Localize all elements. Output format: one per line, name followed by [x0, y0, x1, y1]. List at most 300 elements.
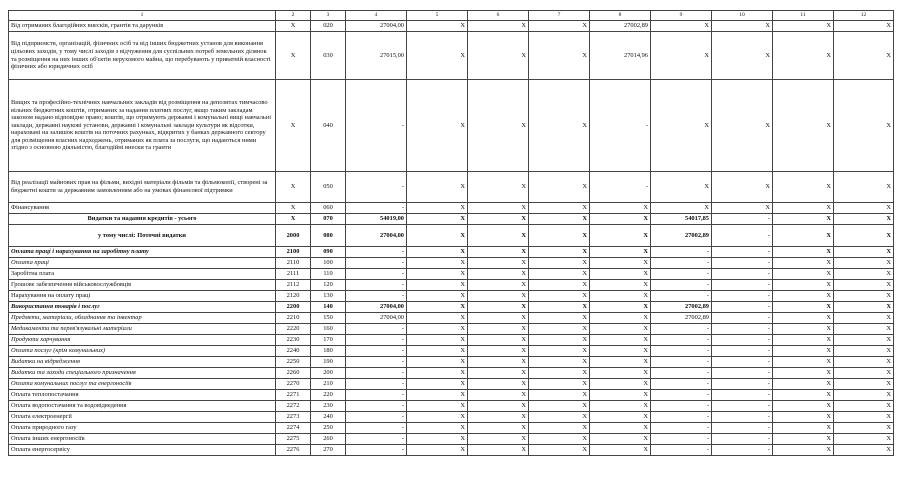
amount-cell: X	[590, 357, 651, 368]
row-code-cell: 150	[311, 313, 346, 324]
value-cell: X	[407, 247, 468, 258]
amount-cell: -	[651, 280, 712, 291]
value-cell: X	[773, 324, 834, 335]
row-label: Продукти харчування	[9, 335, 276, 346]
value-cell: X	[712, 172, 773, 203]
row-code-cell: 120	[311, 280, 346, 291]
value-cell: -	[712, 302, 773, 313]
value-cell: X	[529, 313, 590, 324]
kekv-code-cell: X	[276, 172, 311, 203]
amount-cell: 27014,96	[590, 32, 651, 80]
kekv-code-cell: 2250	[276, 357, 311, 368]
value-cell: X	[529, 357, 590, 368]
value-cell: X	[529, 80, 590, 172]
table-row	[9, 368, 894, 379]
amount-cell: X	[590, 291, 651, 302]
kekv-code-cell: X	[276, 203, 311, 214]
value-cell: X	[773, 269, 834, 280]
row-label: Нарахування на оплату праці	[9, 291, 276, 302]
value-cell: -	[712, 357, 773, 368]
value-cell: X	[712, 80, 773, 172]
table-row	[9, 324, 894, 335]
row-label: Заробітна плата	[9, 269, 276, 280]
row-code-cell: 210	[311, 379, 346, 390]
value-cell: X	[468, 445, 529, 456]
table-row	[9, 346, 894, 357]
value-cell: -	[712, 346, 773, 357]
kekv-code-cell: 2200	[276, 302, 311, 313]
value-cell: X	[529, 434, 590, 445]
kekv-code-cell: 2230	[276, 335, 311, 346]
value-cell: X	[773, 357, 834, 368]
amount-cell: X	[590, 214, 651, 225]
value-cell: X	[468, 203, 529, 214]
value-cell: X	[834, 203, 894, 214]
value-cell: X	[773, 445, 834, 456]
kekv-code-cell: 2112	[276, 280, 311, 291]
row-label: Від підприємств, організацій, фізичних осіб та від інших бюджетних установ для виконання цільових заходів, у тому числі заходів з відчуження для суспільних потреб земельних ділянок та розміщення на них інших об'єктів нерухомого майна, що перебувають у приватній власності фізичних або юридичних осіб	[9, 32, 276, 80]
value-cell: -	[712, 412, 773, 423]
amount-cell: X	[590, 280, 651, 291]
amount-cell: 27002,89	[651, 313, 712, 324]
column-number-9: 9	[651, 11, 712, 21]
row-label: Від отриманих благодійних внесків, грантів та дарунків	[9, 21, 276, 32]
amount-cell: X	[651, 172, 712, 203]
row-label: Оплата водопостачання та водовідведення	[9, 401, 276, 412]
value-cell: X	[468, 269, 529, 280]
row-code-cell: 170	[311, 335, 346, 346]
row-code-cell: 130	[311, 291, 346, 302]
value-cell: X	[529, 203, 590, 214]
row-code-cell: 260	[311, 434, 346, 445]
value-cell: X	[407, 258, 468, 269]
row-label: Оплата електроенергії	[9, 412, 276, 423]
value-cell: X	[773, 434, 834, 445]
value-cell: X	[468, 80, 529, 172]
value-cell: X	[468, 324, 529, 335]
value-cell: X	[407, 302, 468, 313]
amount-cell: -	[346, 434, 407, 445]
value-cell: X	[834, 335, 894, 346]
value-cell: X	[773, 225, 834, 247]
value-cell: X	[773, 302, 834, 313]
amount-cell: 27004,00	[346, 225, 407, 247]
value-cell: X	[407, 214, 468, 225]
value-cell: X	[407, 423, 468, 434]
amount-cell: 54019,00	[346, 214, 407, 225]
amount-cell: X	[651, 21, 712, 32]
amount-cell: -	[346, 247, 407, 258]
kekv-code-cell: X	[276, 21, 311, 32]
amount-cell: X	[590, 346, 651, 357]
kekv-code-cell: 2210	[276, 313, 311, 324]
value-cell: X	[468, 21, 529, 32]
value-cell: X	[834, 21, 894, 32]
table-row	[9, 172, 894, 203]
amount-cell: -	[651, 423, 712, 434]
amount-cell: -	[346, 280, 407, 291]
amount-cell: -	[346, 291, 407, 302]
value-cell: -	[712, 291, 773, 302]
row-code-cell: 220	[311, 390, 346, 401]
table-row	[9, 379, 894, 390]
value-cell: -	[712, 368, 773, 379]
row-label: Використання товарів і послуг	[9, 302, 276, 313]
column-number-6: 6	[468, 11, 529, 21]
value-cell: X	[529, 379, 590, 390]
amount-cell: X	[590, 313, 651, 324]
table-row	[9, 269, 894, 280]
value-cell: X	[712, 21, 773, 32]
row-label: Медикаменти та перев'язувальні матеріали	[9, 324, 276, 335]
value-cell: -	[712, 324, 773, 335]
row-code-cell: 190	[311, 357, 346, 368]
value-cell: X	[834, 32, 894, 80]
amount-cell: 27002,89	[651, 302, 712, 313]
value-cell: X	[407, 203, 468, 214]
value-cell: -	[712, 379, 773, 390]
value-cell: X	[834, 368, 894, 379]
row-label: у тому числі: Поточні видатки	[9, 225, 276, 247]
amount-cell: X	[590, 225, 651, 247]
table-row	[9, 80, 894, 172]
amount-cell: -	[651, 269, 712, 280]
amount-cell: -	[346, 401, 407, 412]
value-cell: X	[407, 379, 468, 390]
value-cell: X	[834, 412, 894, 423]
amount-cell: 54017,85	[651, 214, 712, 225]
kekv-code-cell: X	[276, 214, 311, 225]
table-row	[9, 32, 894, 80]
row-label: Оплата послуг (крім комунальних)	[9, 346, 276, 357]
table-row	[9, 434, 894, 445]
value-cell: X	[468, 346, 529, 357]
amount-cell: -	[346, 423, 407, 434]
row-code-cell: 180	[311, 346, 346, 357]
amount-cell: -	[346, 172, 407, 203]
amount-cell: -	[651, 434, 712, 445]
amount-cell: X	[590, 434, 651, 445]
row-label: Оплата природного газу	[9, 423, 276, 434]
row-code-cell: 110	[311, 269, 346, 280]
value-cell: X	[468, 291, 529, 302]
amount-cell: -	[346, 203, 407, 214]
table-row	[9, 280, 894, 291]
value-cell: X	[407, 357, 468, 368]
amount-cell: -	[651, 412, 712, 423]
value-cell: X	[468, 172, 529, 203]
row-label: Видатки на відрядження	[9, 357, 276, 368]
row-label: Оплата теплопостачання	[9, 390, 276, 401]
value-cell: X	[468, 313, 529, 324]
value-cell: X	[773, 247, 834, 258]
value-cell: X	[773, 423, 834, 434]
row-code-cell: 240	[311, 412, 346, 423]
table-row	[9, 302, 894, 313]
amount-cell: X	[590, 401, 651, 412]
row-code-cell: 080	[311, 225, 346, 247]
amount-cell: X	[590, 324, 651, 335]
value-cell: X	[773, 32, 834, 80]
table-row	[9, 21, 894, 32]
row-code-cell: 230	[311, 401, 346, 412]
value-cell: -	[712, 434, 773, 445]
kekv-code-cell: 2120	[276, 291, 311, 302]
table-row	[9, 401, 894, 412]
value-cell: X	[529, 172, 590, 203]
amount-cell: -	[346, 335, 407, 346]
kekv-code-cell: 2274	[276, 423, 311, 434]
value-cell: X	[834, 390, 894, 401]
value-cell: X	[712, 32, 773, 80]
amount-cell: -	[346, 269, 407, 280]
amount-cell: -	[651, 291, 712, 302]
row-label: Видатки та заходи спеціального призначення	[9, 368, 276, 379]
value-cell: X	[773, 21, 834, 32]
value-cell: X	[529, 291, 590, 302]
value-cell: X	[468, 423, 529, 434]
value-cell: X	[468, 412, 529, 423]
kekv-code-cell: 2275	[276, 434, 311, 445]
value-cell: X	[834, 324, 894, 335]
row-label: Вищих та професійно-технічних навчальних закладів від розміщення на депозитах тимчасово вільних бюджетних коштів, отриманих за надання платних послуг, якщо таким закладам законом надано відповідне право; коштів, що отримують державні і комунальні вищі навчальні заклади, державні наукові установи, державні і комунальні заклади культури як відсотки, нараховані на залишок коштів на поточних рахунках, відкритих у банках державного сектору для розміщення власних надходжень, отриманих як плата за послуги, що надаються ними згідно з основною діяльністю, благодійні внески та гранти	[9, 80, 276, 172]
kekv-code-cell: 2260	[276, 368, 311, 379]
value-cell: X	[529, 21, 590, 32]
value-cell: X	[407, 269, 468, 280]
amount-cell: -	[651, 324, 712, 335]
row-code-cell: 270	[311, 445, 346, 456]
value-cell: -	[712, 280, 773, 291]
row-label: Оплата праці	[9, 258, 276, 269]
value-cell: X	[773, 80, 834, 172]
value-cell: X	[773, 390, 834, 401]
column-number-4: 4	[346, 11, 407, 21]
column-number-row	[9, 11, 894, 21]
row-code-cell: 090	[311, 247, 346, 258]
value-cell: X	[834, 280, 894, 291]
value-cell: X	[773, 280, 834, 291]
table-body	[9, 11, 894, 456]
table-row	[9, 225, 894, 247]
table-row	[9, 445, 894, 456]
kekv-code-cell: 2100	[276, 247, 311, 258]
table-row	[9, 291, 894, 302]
amount-cell: -	[651, 335, 712, 346]
value-cell: X	[468, 247, 529, 258]
amount-cell: -	[590, 172, 651, 203]
value-cell: -	[712, 445, 773, 456]
row-label: Оплата енергосервісу	[9, 445, 276, 456]
kekv-code-cell: X	[276, 32, 311, 80]
table-row	[9, 258, 894, 269]
value-cell: X	[773, 401, 834, 412]
value-cell: X	[773, 346, 834, 357]
value-cell: X	[407, 335, 468, 346]
amount-cell: X	[590, 423, 651, 434]
amount-cell: -	[346, 390, 407, 401]
amount-cell: X	[590, 203, 651, 214]
value-cell: X	[529, 269, 590, 280]
value-cell: X	[529, 335, 590, 346]
table-row	[9, 335, 894, 346]
table-row	[9, 203, 894, 214]
amount-cell: 27002,89	[590, 21, 651, 32]
column-number-1: 1	[9, 11, 276, 21]
value-cell: X	[834, 291, 894, 302]
row-code-cell: 060	[311, 203, 346, 214]
value-cell: X	[407, 445, 468, 456]
value-cell: X	[834, 401, 894, 412]
value-cell: -	[712, 423, 773, 434]
row-code-cell: 030	[311, 32, 346, 80]
amount-cell: -	[651, 368, 712, 379]
column-number-12: 12	[834, 11, 894, 21]
amount-cell: -	[651, 390, 712, 401]
value-cell: -	[712, 313, 773, 324]
amount-cell: -	[651, 346, 712, 357]
value-cell: X	[529, 346, 590, 357]
amount-cell: X	[590, 412, 651, 423]
value-cell: X	[407, 291, 468, 302]
budget-report-table	[8, 10, 894, 456]
row-code-cell: 100	[311, 258, 346, 269]
row-label: Грошове забезпечення військовослужбовців	[9, 280, 276, 291]
value-cell: X	[468, 379, 529, 390]
value-cell: -	[712, 269, 773, 280]
amount-cell: -	[346, 357, 407, 368]
amount-cell: -	[590, 80, 651, 172]
value-cell: X	[712, 203, 773, 214]
table-row	[9, 214, 894, 225]
value-cell: X	[773, 258, 834, 269]
table-row	[9, 313, 894, 324]
amount-cell: X	[651, 80, 712, 172]
value-cell: X	[773, 291, 834, 302]
kekv-code-cell: 2111	[276, 269, 311, 280]
value-cell: X	[834, 423, 894, 434]
value-cell: X	[773, 335, 834, 346]
row-label: Оплата комунальних послуг та енергоносіїв	[9, 379, 276, 390]
row-code-cell: 020	[311, 21, 346, 32]
kekv-code-cell: 2270	[276, 379, 311, 390]
amount-cell: 27004,00	[346, 313, 407, 324]
value-cell: X	[468, 390, 529, 401]
kekv-code-cell: 2110	[276, 258, 311, 269]
amount-cell: -	[346, 324, 407, 335]
value-cell: X	[468, 258, 529, 269]
value-cell: X	[407, 313, 468, 324]
amount-cell: X	[590, 269, 651, 280]
value-cell: X	[834, 302, 894, 313]
row-code-cell: 050	[311, 172, 346, 203]
value-cell: X	[407, 434, 468, 445]
value-cell: X	[529, 280, 590, 291]
value-cell: X	[468, 434, 529, 445]
value-cell: X	[529, 423, 590, 434]
row-code-cell: 070	[311, 214, 346, 225]
row-label: Предмети, матеріали, обладнання та інвентар	[9, 313, 276, 324]
value-cell: X	[529, 401, 590, 412]
column-number-2: 2	[276, 11, 311, 21]
value-cell: X	[529, 324, 590, 335]
value-cell: X	[407, 346, 468, 357]
value-cell: X	[529, 390, 590, 401]
value-cell: X	[468, 214, 529, 225]
value-cell: X	[529, 225, 590, 247]
value-cell: X	[773, 379, 834, 390]
table-row	[9, 247, 894, 258]
amount-cell: -	[651, 401, 712, 412]
value-cell: -	[712, 214, 773, 225]
value-cell: X	[834, 346, 894, 357]
amount-cell: -	[346, 258, 407, 269]
amount-cell: -	[346, 412, 407, 423]
value-cell: X	[773, 412, 834, 423]
amount-cell: -	[346, 346, 407, 357]
value-cell: X	[834, 80, 894, 172]
column-number-8: 8	[590, 11, 651, 21]
value-cell: X	[468, 357, 529, 368]
kekv-code-cell: 2220	[276, 324, 311, 335]
value-cell: X	[529, 214, 590, 225]
amount-cell: X	[590, 258, 651, 269]
value-cell: X	[529, 258, 590, 269]
amount-cell: -	[651, 445, 712, 456]
amount-cell: 27015,00	[346, 32, 407, 80]
amount-cell: -	[346, 379, 407, 390]
amount-cell: X	[651, 32, 712, 80]
value-cell: X	[468, 32, 529, 80]
amount-cell: X	[590, 368, 651, 379]
amount-cell: X	[590, 302, 651, 313]
value-cell: X	[834, 313, 894, 324]
value-cell: X	[834, 258, 894, 269]
table-row	[9, 357, 894, 368]
value-cell: X	[407, 324, 468, 335]
value-cell: X	[468, 225, 529, 247]
amount-cell: -	[346, 368, 407, 379]
amount-cell: -	[346, 445, 407, 456]
value-cell: X	[529, 302, 590, 313]
value-cell: X	[834, 357, 894, 368]
amount-cell: X	[590, 445, 651, 456]
column-number-11: 11	[773, 11, 834, 21]
column-number-7: 7	[529, 11, 590, 21]
kekv-code-cell: 2273	[276, 412, 311, 423]
value-cell: X	[834, 247, 894, 258]
value-cell: X	[834, 214, 894, 225]
value-cell: X	[407, 21, 468, 32]
row-code-cell: 140	[311, 302, 346, 313]
row-label: Оплата праці і нарахування на заробітну плату	[9, 247, 276, 258]
value-cell: -	[712, 247, 773, 258]
value-cell: X	[773, 172, 834, 203]
value-cell: X	[407, 368, 468, 379]
value-cell: X	[529, 247, 590, 258]
amount-cell: -	[651, 379, 712, 390]
amount-cell: X	[651, 203, 712, 214]
value-cell: X	[834, 445, 894, 456]
value-cell: X	[468, 302, 529, 313]
value-cell: X	[529, 368, 590, 379]
row-label: Фінансування	[9, 203, 276, 214]
kekv-code-cell: 2000	[276, 225, 311, 247]
value-cell: X	[834, 225, 894, 247]
value-cell: X	[468, 401, 529, 412]
amount-cell: -	[651, 247, 712, 258]
value-cell: X	[468, 368, 529, 379]
kekv-code-cell: 2276	[276, 445, 311, 456]
